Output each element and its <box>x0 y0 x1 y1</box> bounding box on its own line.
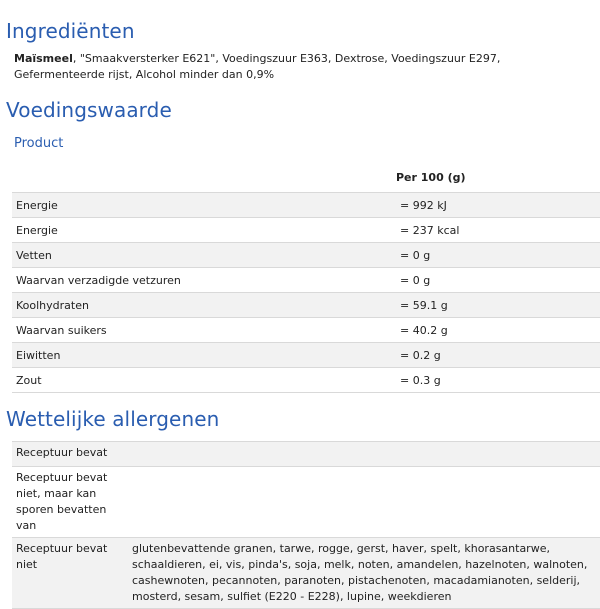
ingredients-rest: , "Smaakversterker E621", Voedingszuur E363, Dextrose, Voedingszuur E297, Gefermenteerde rijst, Alcohol minder dan 0,9% <box>14 52 501 81</box>
ingredients-text <box>14 51 594 83</box>
nutrition-value: = 59.1 g <box>396 293 600 318</box>
nutrition-label: Energie <box>12 193 396 218</box>
nutrition-label: Energie <box>12 218 396 243</box>
allergen-value <box>128 442 600 467</box>
nutrition-row <box>12 318 600 343</box>
nutrition-row <box>12 243 600 268</box>
nutrition-label: Waarvan verzadigde vetzuren <box>12 268 396 293</box>
nutrition-subheading: Product <box>14 136 64 151</box>
nutrition-label: Eiwitten <box>12 343 396 368</box>
nutrition-value: = 0 g <box>396 243 600 268</box>
nutrition-heading: Voedingswaarde <box>6 98 172 122</box>
nutrition-label: Vetten <box>12 243 396 268</box>
nutrition-table <box>12 153 600 393</box>
allergens-table <box>12 441 600 609</box>
nutrition-label: Waarvan suikers <box>12 318 396 343</box>
allergen-value: glutenbevattende granen, tarwe, rogge, gerst, haver, spelt, khorasantarwe, schaaldieren, ei, vis, pinda's, soja, melk, noten, amandelen, hazelnoten, walnoten, cashewnoten, pecannoten, paranoten, pistachenoten, macadamianoten, selderij, mosterd, sesam, sulfiet (E220 - E228), lupine, weekdieren <box>128 538 600 609</box>
nutrition-value: = 0.3 g <box>396 368 600 393</box>
allergen-label: Receptuur bevat <box>12 442 128 467</box>
nutrition-header-row <box>12 153 600 193</box>
allergens-heading: Wettelijke allergenen <box>6 407 220 431</box>
allergen-row <box>12 538 600 609</box>
nutrition-row <box>12 293 600 318</box>
ingredients-first-item: Maïsmeel <box>14 52 73 65</box>
nutrition-value: = 237 kcal <box>396 218 600 243</box>
nutrition-row <box>12 343 600 368</box>
allergen-label: Receptuur bevat niet, maar kan sporen bevatten van <box>12 467 128 538</box>
nutrition-label: Zout <box>12 368 396 393</box>
allergen-row <box>12 467 600 538</box>
allergen-label: Receptuur bevat niet <box>12 538 128 609</box>
allergen-value <box>128 467 600 538</box>
nutrition-value: = 0 g <box>396 268 600 293</box>
nutrition-row <box>12 368 600 393</box>
nutrition-row <box>12 268 600 293</box>
nutrition-value-header: Per 100 (g) <box>396 171 466 184</box>
nutrition-value: = 992 kJ <box>396 193 600 218</box>
ingredients-heading: Ingrediënten <box>6 19 135 43</box>
nutrition-label-header <box>12 153 396 193</box>
nutrition-row <box>12 193 600 218</box>
nutrition-row <box>12 218 600 243</box>
allergen-row <box>12 442 600 467</box>
nutrition-value: = 0.2 g <box>396 343 600 368</box>
nutrition-label: Koolhydraten <box>12 293 396 318</box>
nutrition-value: = 40.2 g <box>396 318 600 343</box>
